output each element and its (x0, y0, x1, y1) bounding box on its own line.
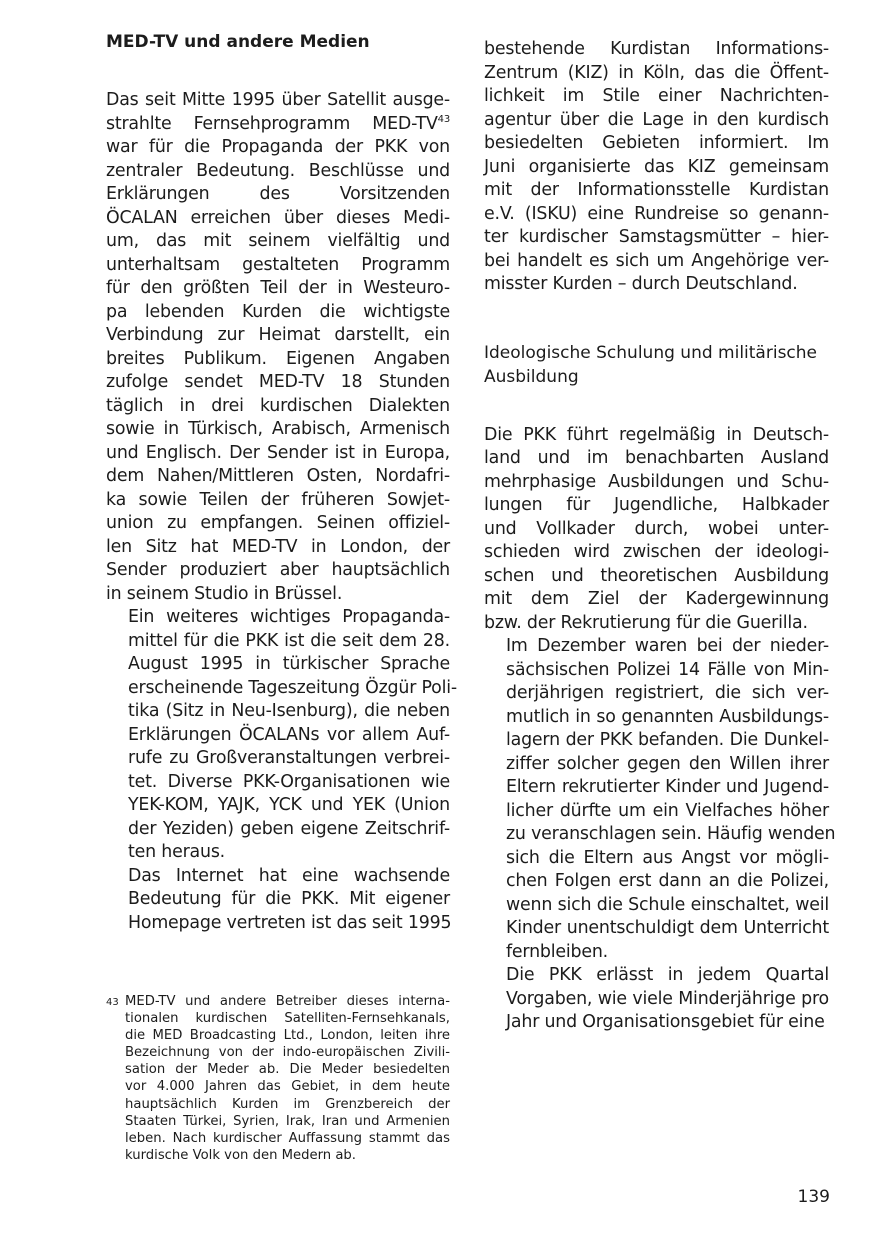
text-line: e.V. (ISKU) eine Rundreise so genann- (484, 203, 829, 224)
text-line: tet. Diverse PKK-Organisationen wie (128, 771, 450, 792)
text-line: die MED Broadcasting Ltd., London, leiten ihre (125, 1028, 450, 1044)
text-line: mit dem Ziel der Kadergewinnung (484, 589, 829, 609)
footnote-number: 43 (106, 997, 119, 1008)
text-line: Ideologische Schulung und militärische (484, 342, 818, 363)
section-heading-med-tv: MED-TV und andere Medien (106, 32, 370, 52)
text-line: mit der Informationsstelle Kurdistan (484, 180, 829, 200)
text-line: Die PKK führt regelmäßig in Deutsch- (484, 424, 829, 445)
text-line: leben. Nach kurdischer Auffassung stammt das (125, 1130, 450, 1146)
page-number: 139 (797, 1187, 830, 1207)
paragraph (106, 865, 450, 936)
text-line: und Englisch. Der Sender ist in Europa, (106, 442, 450, 463)
text-line: lagern der PKK befanden. Die Dunkel- (506, 730, 829, 750)
text-line: schen und theoretischen Ausbildung (484, 565, 829, 586)
text-line: ka sowie Teilen der früheren Sowjet- (106, 489, 450, 510)
text-line: sation der Meder ab. Die Meder besiedelten (125, 1062, 450, 1078)
text-line: rufe zu Großveranstaltungen verbrei- (128, 748, 450, 768)
text-line: um, das mit seinem vielfältig und (106, 231, 450, 251)
text-line: Juni organisierte das KIZ gemeinsam (484, 156, 829, 177)
text-line: hauptsächlich Kurden im Grenzbereich der (125, 1096, 450, 1112)
text-line: tika (Sitz in Neu-Isenburg), die neben (128, 701, 450, 721)
text-line: unterhaltsam gestalteten Programm (106, 254, 450, 275)
text-line: kurdische Volk von den Medern ab. (125, 1147, 356, 1163)
paragraph (484, 38, 829, 297)
text-line: mittel für die PKK ist die seit dem 28. (128, 630, 450, 651)
section-heading-schulung (484, 341, 829, 389)
text-line: erscheinende Tageszeitung Özgür Poli- (128, 677, 457, 698)
text-line: breites Publikum. Eigenen Angaben (106, 348, 450, 369)
text-line: in seinem Studio in Brüssel. (106, 583, 343, 604)
text-line: len Sitz hat MED-TV in London, der (106, 536, 450, 557)
text-line: derjährigen registriert, die sich ver- (506, 683, 829, 703)
text-line: Eltern rekrutierter Kinder und Jugend- (506, 777, 829, 797)
text-line: lichkeit im Stile einer Nachrichten- (484, 86, 829, 106)
text-line: vor 4.000 Jahren das Gebiet, in dem heute (125, 1079, 450, 1095)
text-line: zu veranschlagen sein. Häufig wenden (506, 824, 836, 844)
text-line: August 1995 in türkischer Sprache (128, 654, 450, 674)
right-column (484, 38, 836, 1035)
paragraph (484, 964, 829, 1035)
paragraph (106, 606, 457, 865)
footnote-text (125, 993, 450, 1164)
text-line: bei handelt es sich um Angehörige ver- (484, 250, 829, 271)
text-line: schieden wird zwischen der ideologi- (484, 542, 829, 562)
text-line: land und im benachbarten Ausland (484, 448, 829, 468)
text-line: Erklärungen des Vorsitzenden (106, 184, 450, 204)
paragraph (106, 89, 450, 606)
text-line: Ausbildung (484, 366, 579, 387)
text-line: agentur über die Lage in den kurdisch (484, 109, 829, 130)
text-line: Kinder unentschuldigt dem Unterricht (506, 918, 829, 938)
text-line: Verbindung zur Heimat darstellt, ein (106, 325, 450, 345)
paragraph (484, 424, 829, 636)
text-line: Homepage vertreten ist das seit 1995 (128, 912, 452, 933)
text-line: Das seit Mitte 1995 über Satellit ausge- (106, 90, 450, 110)
text-line: mutlich in so genannten Ausbildungs- (506, 706, 829, 727)
text-line: zentraler Bedeutung. Beschlüsse und (106, 160, 450, 181)
text-line: chen Folgen erst dann an die Polizei, (506, 871, 829, 891)
text-line: dem Nahen/Mittleren Osten, Nordafri- (106, 466, 450, 486)
footnote (106, 993, 450, 1164)
text-line: ter kurdischer Samstagsmütter – hier- (484, 227, 829, 247)
text-line: mehrphasige Ausbildungen und Schu- (484, 471, 829, 492)
text-line: Sender produziert aber hauptsächlich (106, 560, 450, 580)
text-line: zufolge sendet MED-TV 18 Stunden (106, 372, 450, 392)
text-line: der Yeziden) geben eigene Zeitschrif- (128, 818, 450, 839)
text-line: sowie in Türkisch, Arabisch, Armenisch (106, 419, 450, 439)
text-line: für den größten Teil der in Westeuro- (106, 278, 450, 298)
text-line: Das Internet hat eine wachsende (128, 865, 450, 886)
text-line: YEK-KOM, YAJK, YCK und YEK (Union (128, 795, 450, 815)
text-line: täglich in drei kurdischen Dialekten (106, 395, 450, 416)
text-line: lungen für Jugendliche, Halbkader (484, 495, 829, 515)
text-line: union zu empfangen. Seinen offiziel- (106, 513, 450, 533)
text-line: Jahr und Organisationsgebiet für eine (506, 1012, 825, 1032)
text-line: Im Dezember waren bei der nieder- (506, 636, 829, 656)
text-line: Ein weiteres wichtiges Propaganda- (128, 607, 450, 627)
text-line: fernbleiben. (506, 941, 608, 962)
text-line: Vorgaben, wie viele Minderjährige pro (506, 988, 829, 1009)
text-line: licher dürfte um ein Vielfaches höher (506, 800, 829, 821)
text-line: bestehende Kurdistan Informations- (484, 39, 829, 59)
text-line: Staaten Türkei, Syrien, Irak, Iran und Armenien (125, 1113, 450, 1129)
paragraph (484, 635, 836, 964)
text-line: ziffer solcher gegen den Willen ihrer (506, 753, 829, 774)
text-line: sich die Eltern aus Angst vor mögli- (506, 847, 829, 868)
text-line: sächsischen Polizei 14 Fälle von Min- (506, 659, 829, 680)
left-column (106, 30, 457, 935)
text-line: war für die Propaganda der PKK von (106, 137, 450, 157)
text-line: Die PKK erlässt in jedem Quartal (506, 965, 829, 985)
text-line: bzw. der Rekrutierung für die Guerilla. (484, 612, 808, 633)
footnote-reference: 43 (437, 113, 450, 125)
text-line: ten heraus. (128, 842, 226, 862)
text-line: Erklärungen ÖCALANs vor allem Auf- (128, 724, 450, 745)
text-line: Bezeichnung von der indo-europäischen Zivili- (125, 1045, 450, 1061)
text-line: pa lebenden Kurden die wichtigste (106, 301, 450, 322)
text-line: MED-TV und andere Betreiber dieses interna- (125, 994, 450, 1009)
text-line: tionalen kurdischen Satelliten-Fernsehkanals, (125, 1011, 450, 1027)
text-line: misster Kurden – durch Deutschland. (484, 274, 798, 294)
text-line: und Vollkader durch, wobei unter- (484, 518, 829, 539)
text-line: ÖCALAN erreichen über dieses Medi- (106, 207, 450, 228)
text-line: Zentrum (KIZ) in Köln, das die Öffent- (484, 62, 829, 83)
text-line: besiedelten Gebieten informiert. Im (484, 133, 829, 153)
text-line: strahlte Fernsehprogramm MED-TV$^{43}$ (106, 113, 450, 134)
text-line: wenn sich die Schule einschaltet, weil (506, 894, 829, 915)
text-line: Bedeutung für die PKK. Mit eigener (128, 889, 450, 909)
